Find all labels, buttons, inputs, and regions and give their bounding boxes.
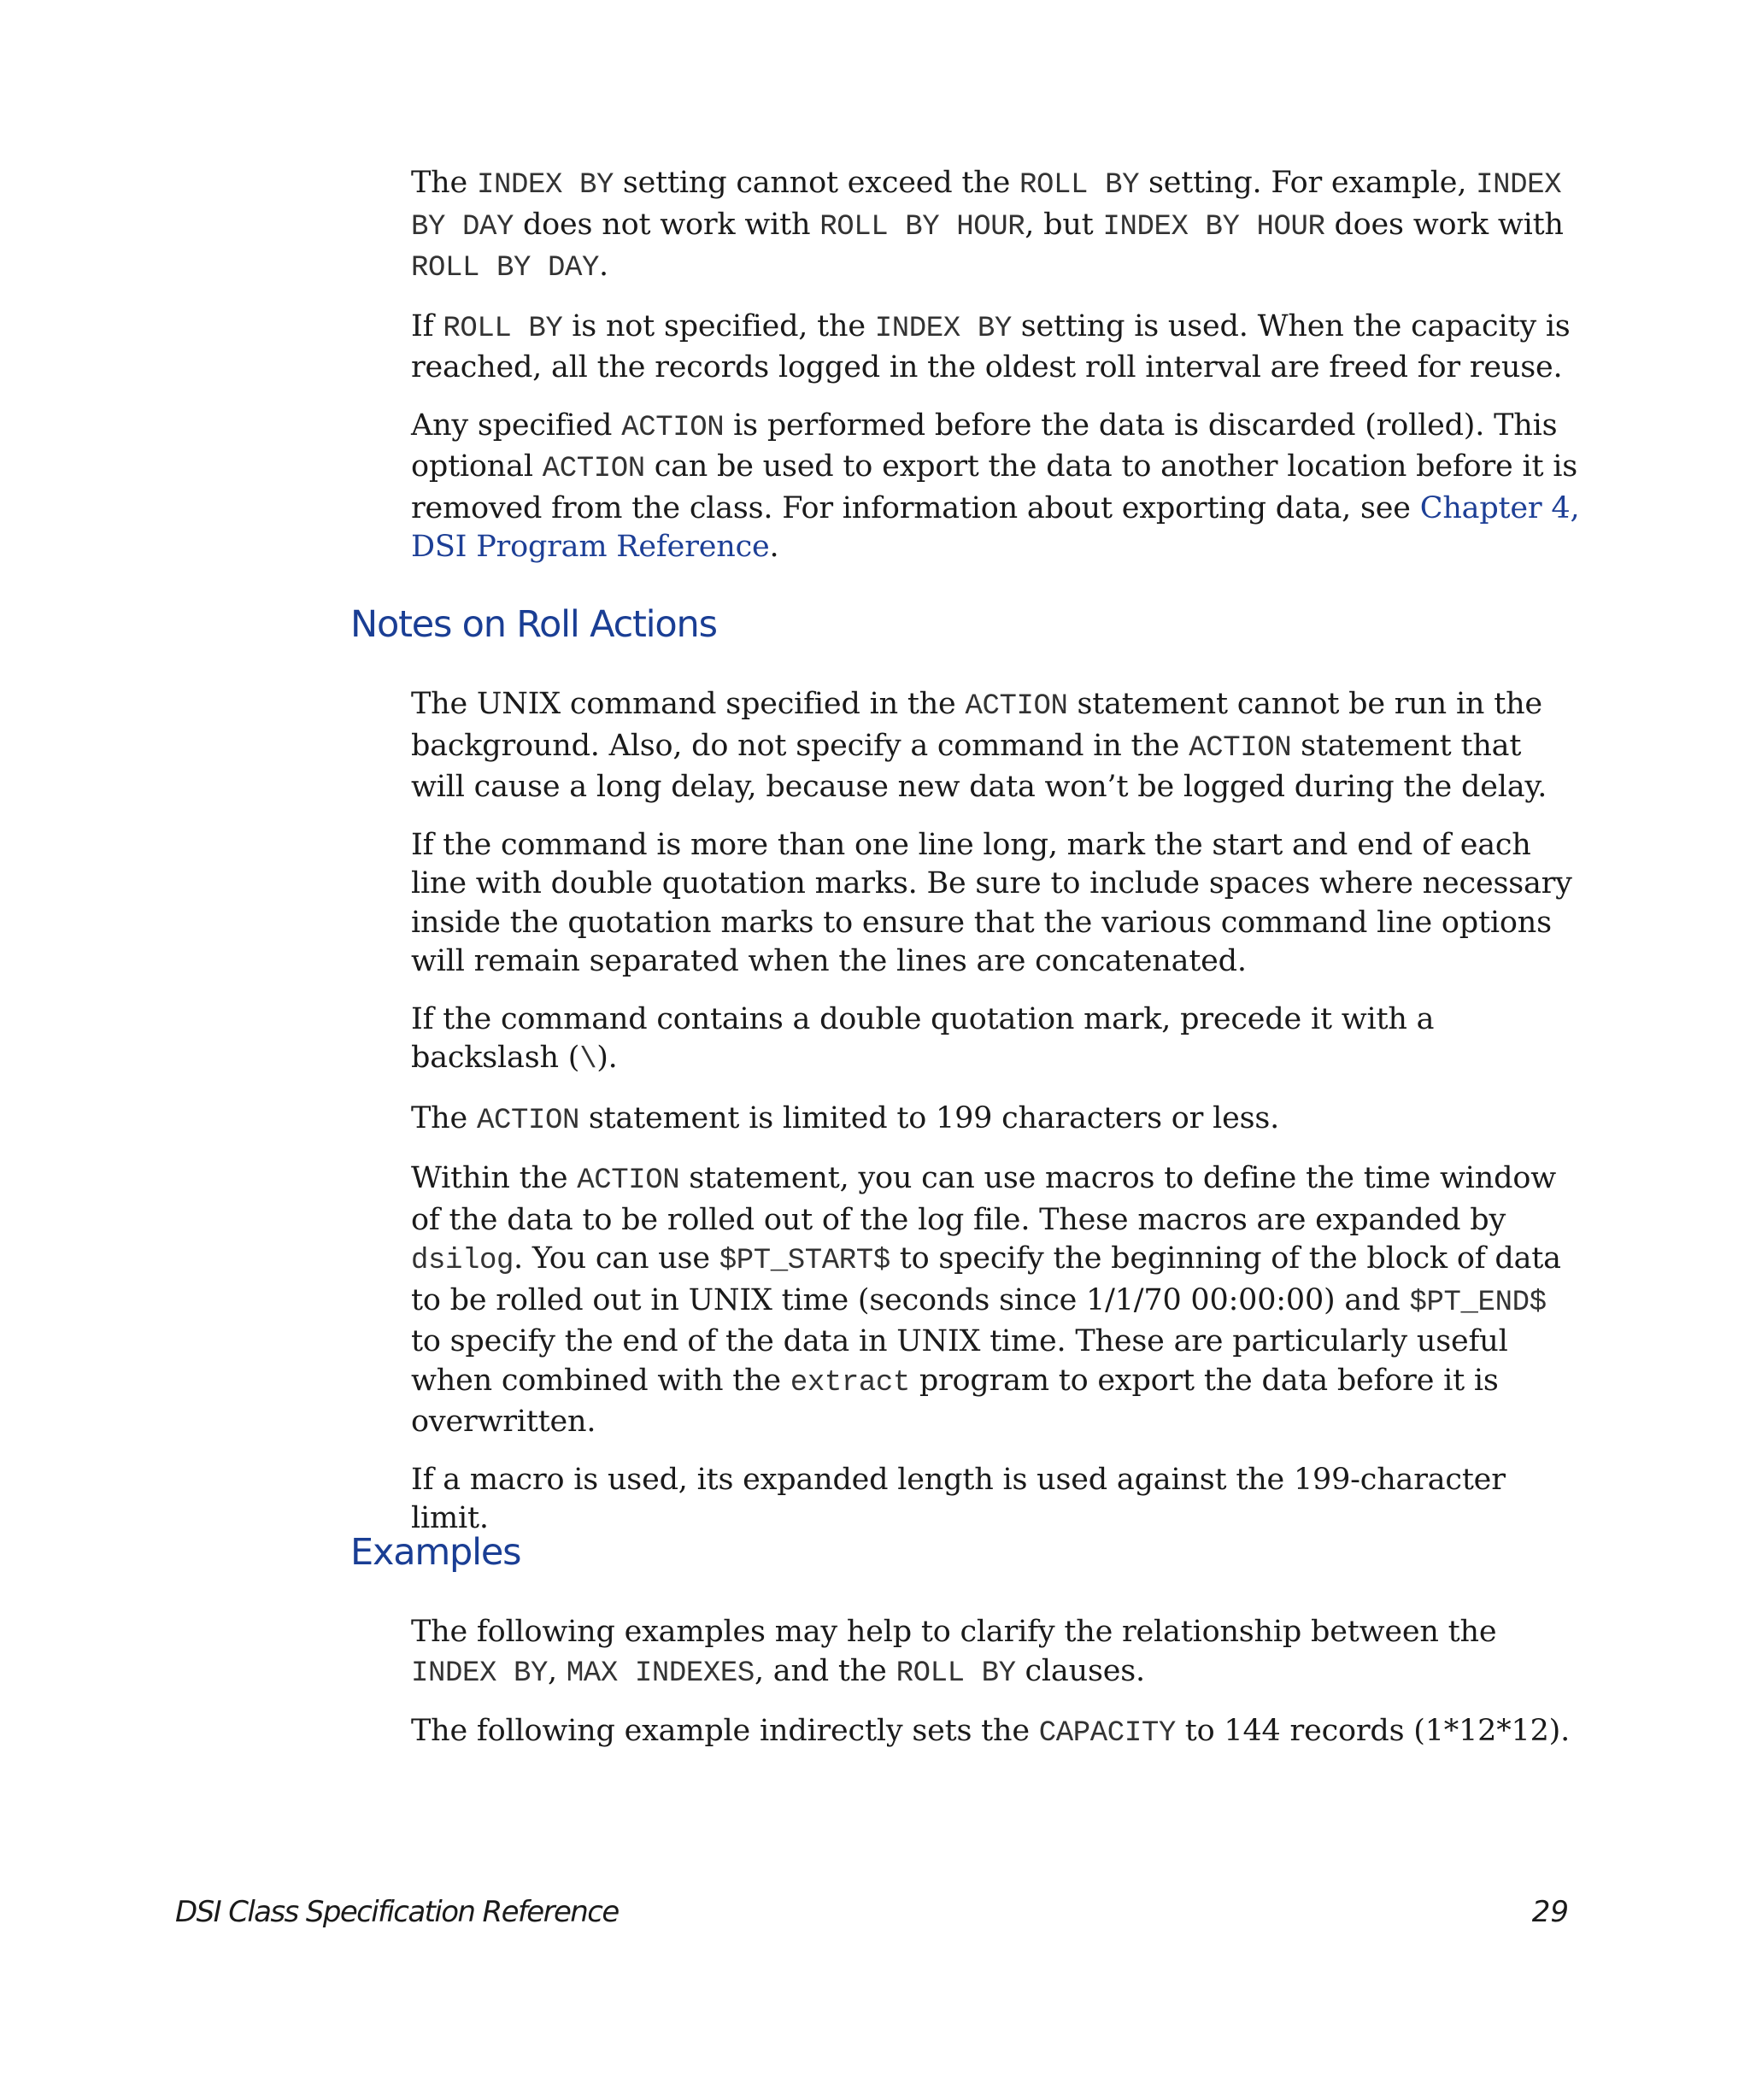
- text: The following examples may help to clarify the relationship between the: [411, 1615, 1497, 1649]
- code-index-by: INDEX BY: [874, 312, 1012, 345]
- paragraph-examples-intro: [411, 1613, 1582, 1693]
- code-action: ACTION: [1189, 731, 1292, 765]
- code-roll-by-hour: ROLL BY HOUR: [819, 210, 1025, 243]
- text: is not specified, the: [562, 308, 875, 343]
- code-capacity: CAPACITY: [1038, 1717, 1176, 1750]
- examples-section: [411, 1613, 1582, 1773]
- paragraph-action-before-roll: [411, 407, 1582, 567]
- code-action: ACTION: [542, 453, 645, 485]
- paragraph-multiline: If the command is more than one line long, mark the start and end of each line with double quotation marks. Be sure to include spaces where necessary inside the quotation marks to ensure that the various command line options will remain separated when the lines are concatenated.: [411, 827, 1572, 978]
- code-pt-start: $PT_START$: [719, 1245, 890, 1277]
- text: can be used to export the data to another location before it is removed from the class. For information about exporting data, see: [411, 449, 1578, 525]
- text: setting. For example,: [1139, 166, 1477, 200]
- code-action: ACTION: [621, 411, 725, 444]
- text: clauses.: [1015, 1653, 1145, 1688]
- text: Any specified: [411, 408, 622, 443]
- paragraph-capacity-example: [411, 1712, 1582, 1754]
- code-action: ACTION: [577, 1164, 680, 1197]
- code-extract: extract: [790, 1366, 910, 1399]
- text: The UNIX command specified in the: [411, 687, 966, 721]
- text: .: [769, 530, 779, 564]
- code-max-indexes: MAX INDEXES: [566, 1657, 755, 1690]
- paragraph-background: [411, 685, 1582, 807]
- text: , and the: [754, 1653, 896, 1688]
- code-index-by-day: INDEX BY DAY: [411, 169, 1562, 243]
- text: If the command contains a double quotation mark, precede it with a backslash (: [411, 1001, 1435, 1075]
- paragraph-index-by-limit: [411, 164, 1582, 289]
- code-action: ACTION: [965, 690, 1068, 723]
- text: ,: [548, 1653, 567, 1688]
- paragraph-backslash: [411, 1000, 1582, 1081]
- text: , but: [1025, 207, 1103, 242]
- code-roll-by: ROLL BY: [896, 1657, 1016, 1690]
- code-roll-by-day: ROLL BY DAY: [411, 252, 600, 284]
- code-index-by-hour: INDEX BY HOUR: [1102, 210, 1325, 243]
- section-heading-examples: Examples: [350, 1531, 521, 1574]
- code-pt-end: $PT_END$: [1409, 1286, 1547, 1319]
- code-roll-by: ROLL BY: [443, 312, 563, 345]
- chapter-4-link[interactable]: Chapter 4, DSI Program Reference: [411, 490, 1580, 564]
- text: . You can use: [514, 1241, 719, 1276]
- text: Within the: [411, 1161, 578, 1195]
- text: statement cannot be run in the background. Also, do not specify a command in the: [411, 687, 1542, 763]
- code-backslash: \: [579, 1044, 597, 1076]
- text: The following example indirectly sets the: [411, 1714, 1039, 1748]
- text: .: [599, 249, 608, 283]
- text: If: [411, 308, 443, 343]
- code-roll-by: ROLL BY: [1019, 169, 1140, 202]
- text: The: [411, 1100, 477, 1135]
- text: to 144 records (1*12*12).: [1175, 1714, 1571, 1748]
- text: setting cannot exceed the: [613, 166, 1020, 200]
- text: program to export the data before it is overwritten.: [411, 1363, 1499, 1439]
- intro-section: [411, 164, 1582, 586]
- footer-page-number: 29: [1531, 1895, 1569, 1929]
- paragraph-macros: [411, 1159, 1582, 1442]
- paragraph-char-limit: [411, 1100, 1582, 1141]
- text: to specify the end of the data in UNIX time. These are particularly useful when combined with the: [411, 1324, 1508, 1398]
- text: setting is used. When the capacity is reached, all the records logged in the oldest roll interval are freed for reuse.: [411, 308, 1571, 384]
- text: statement, you can use macros to define the time window of the data to be rolled out of the log file. These macros are expanded by: [411, 1161, 1556, 1237]
- code-action: ACTION: [476, 1104, 579, 1137]
- text: to specify the beginning of the block of data to be rolled out in UNIX time (seconds since 1/1/70 00:00:00) and: [411, 1241, 1561, 1317]
- code-index-by: INDEX BY: [411, 1657, 549, 1690]
- text: is performed before the data is discarded (rolled). This optional: [411, 408, 1558, 484]
- paragraph-macro-length: If a macro is used, its expanded length is used against the 199-character limit.: [411, 1462, 1506, 1535]
- text: ).: [596, 1041, 618, 1075]
- section-heading-notes: Notes on Roll Actions: [350, 603, 717, 646]
- notes-section: [411, 685, 1582, 1557]
- code-dsilog: dsilog: [411, 1245, 514, 1277]
- text: does not work with: [514, 207, 820, 242]
- text: does work with: [1324, 207, 1564, 242]
- paragraph-roll-by-default: [411, 308, 1582, 388]
- code-index-by: INDEX BY: [476, 169, 614, 202]
- footer-document-title: DSI Class Specification Reference: [175, 1895, 619, 1929]
- text: statement that will cause a long delay, because new data won’t be logged during the delay.: [411, 728, 1547, 804]
- text: The: [411, 166, 477, 200]
- text: statement is limited to 199 characters or less.: [578, 1100, 1280, 1135]
